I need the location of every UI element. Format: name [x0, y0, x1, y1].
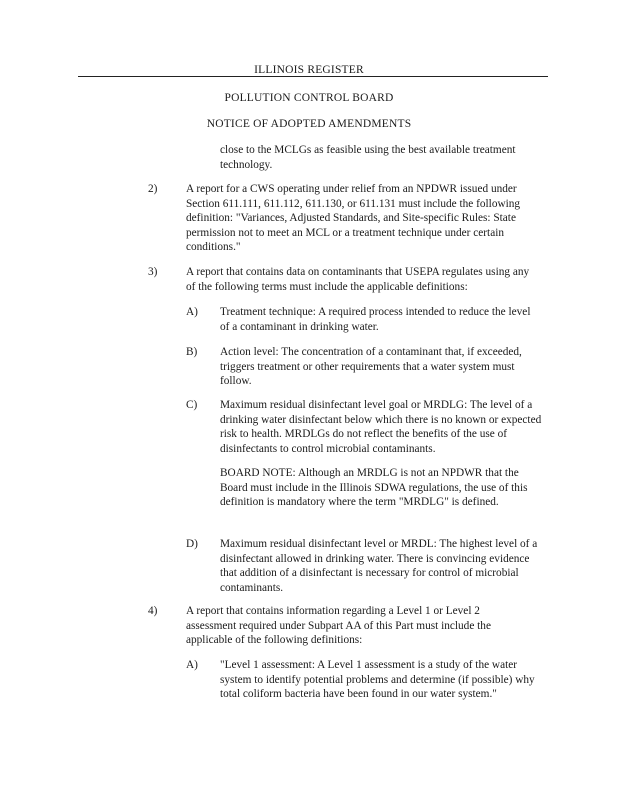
item-4-number: 4) [148, 605, 158, 617]
item-3c-text: Maximum residual disinfectant level goal or MRDLG: The level of a drinking water disinfectant below which there is no known or expected risk to health. MRDLGs do not reflect the benefits of the use of disinfectants to control microbial contaminants. [220, 399, 542, 455]
register-title: ILLINOIS REGISTER [254, 64, 364, 76]
item-2-text: A report for a CWS operating under relief from an NPDWR issued under Section 611.111, 611.112, 611.130, or 611.131 must include the following definition: "Variances, Adjusted Standards, and Site-specific Rules: State permission not to meet an MCL or a treatment technique under certain conditions." [186, 183, 521, 254]
header-rule [78, 76, 548, 77]
item-4a-number: A) [186, 659, 198, 671]
board-title: POLLUTION CONTROL BOARD [224, 92, 394, 104]
item-3-text: A report that contains data on contaminants that USEPA regulates using any of the following terms must include the applicable definitions: [186, 266, 530, 293]
item-3b-number: B) [186, 346, 198, 358]
item-4a-text: "Level 1 assessment: A Level 1 assessment is a study of the water system to identify potential problems and determine (if possible) why total coliform bacteria have been found in our water system." [220, 659, 535, 701]
item-3a-text: Treatment technique: A required process intended to reduce the level of a contaminant in drinking water. [220, 306, 531, 333]
item-4-text: A report that contains information regarding a Level 1 or Level 2 assessment required under Subpart AA of this Part must include the applicable of the following definitions: [186, 605, 491, 647]
item-2-number: 2) [148, 183, 158, 195]
item-3-number: 3) [148, 266, 158, 278]
continuation-text: close to the MCLGs as feasible using the best available treatment technology. [220, 144, 516, 171]
item-3d-text: Maximum residual disinfectant level or MRDL: The highest level of a disinfectant allowed in drinking water. There is convincing evidence that addition of a disinfectant is necessary for control of microbial contaminants. [220, 538, 538, 594]
board-note: BOARD NOTE: Although an MRDLG is not an NPDWR that the Board must include in the Illinois SDWA regulations, the use of this definition is mandatory where the term "MRDLG" is defined. [220, 467, 528, 509]
item-3c-number: C) [186, 399, 198, 411]
notice-title: NOTICE OF ADOPTED AMENDMENTS [206, 118, 412, 130]
item-3b-text: Action level: The concentration of a contaminant that, if exceeded, triggers treatment or other requirements that a water system must follow. [220, 346, 522, 388]
item-3d-number: D) [186, 538, 198, 550]
item-3a-number: A) [186, 306, 198, 318]
